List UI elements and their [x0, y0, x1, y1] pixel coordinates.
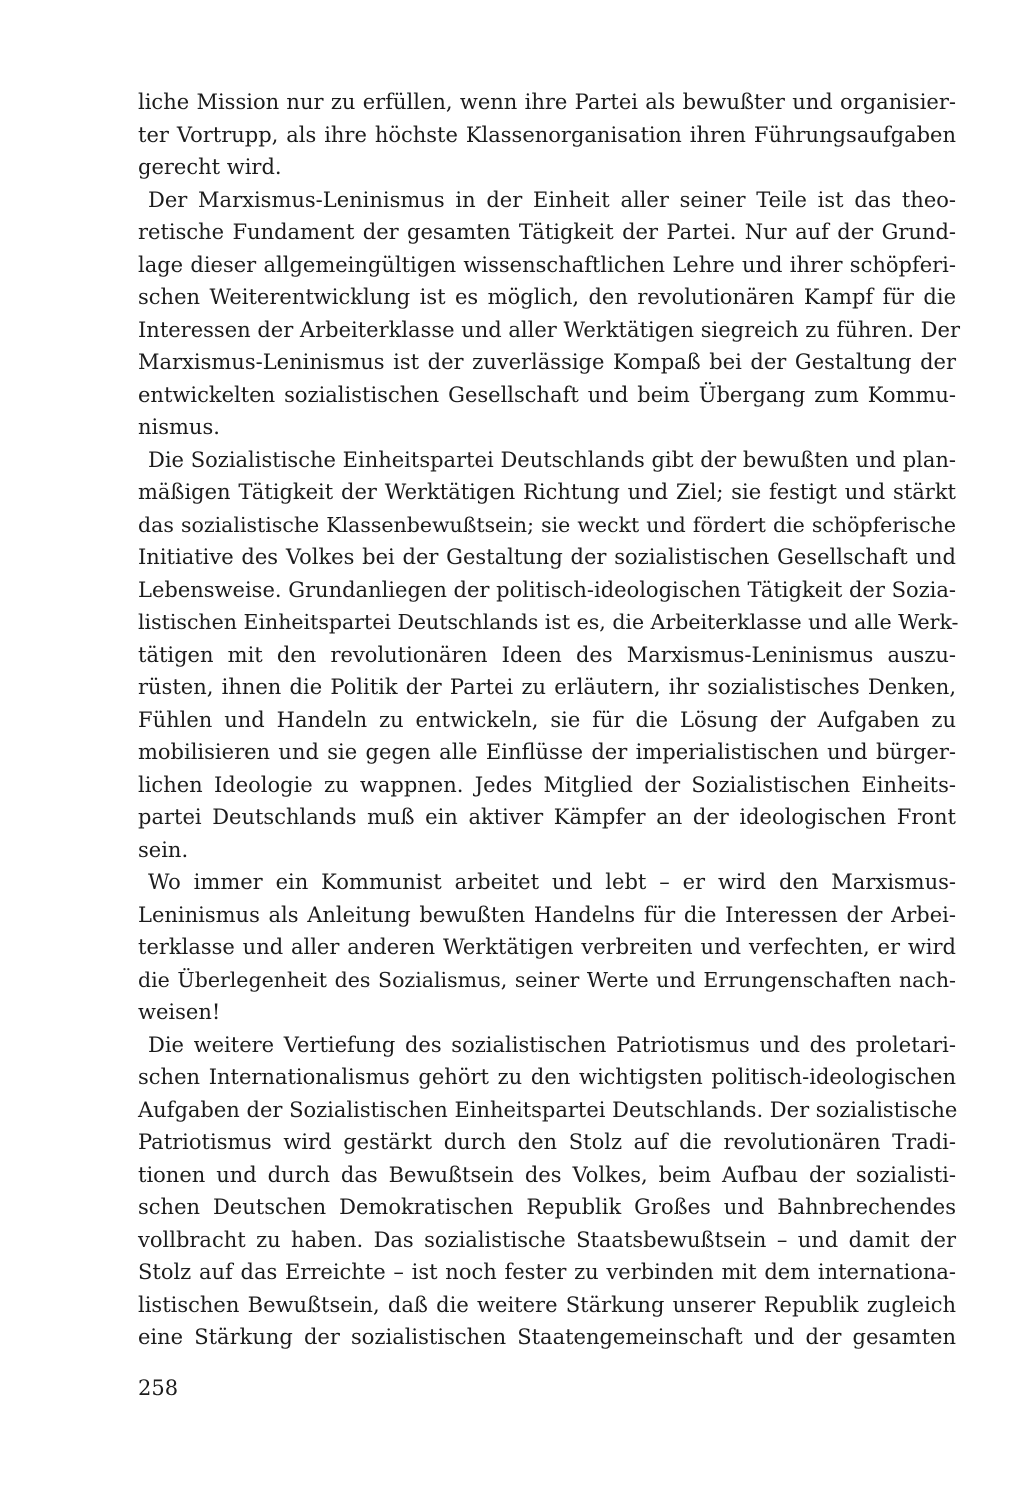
text-line: partei Deutschlands muß ein aktiver Kämpfer an der ideologischen Front [138, 805, 956, 829]
text-line: Marxismus-Leninismus ist der zuverlässige Kompaß bei der Gestaltung der [138, 350, 956, 374]
text-line: nismus. [138, 415, 220, 439]
text-line: terklasse und aller anderen Werktätigen verbreiten und verfechten, er wird [138, 935, 956, 959]
text-line: das sozialistische Klassenbewußtsein; sie weckt und fördert die schöpferische [138, 512, 956, 537]
text-line: Leninismus als Anleitung bewußten Handelns für die Interessen der Arbei- [138, 902, 956, 927]
text-line: listischen Einheitspartei Deutschlands ist es, die Arbeiterklasse und alle Werk- [138, 610, 959, 634]
text-line: Lebensweise. Grundanliegen der politisch-ideologischen Tätigkeit der Sozia- [138, 577, 956, 602]
text-line: Aufgaben der Sozialistischen Einheitspartei Deutschlands. Der sozialistische [138, 1097, 958, 1122]
body-text [138, 86, 960, 1354]
text-line: Der Marxismus-Leninismus in der Einheit aller seiner Teile ist das theo- [148, 187, 956, 212]
page-number: 258 [138, 1375, 179, 1400]
text-line: mäßigen Tätigkeit der Werktätigen Richtung und Ziel; sie festigt und stärkt [138, 480, 956, 504]
text-line: gerecht wird. [138, 155, 282, 179]
text-line: listischen Bewußtsein, daß die weitere Stärkung unserer Republik zugleich [138, 1292, 956, 1317]
text-line: retische Fundament der gesamten Tätigkeit der Partei. Nur auf der Grund- [138, 220, 956, 244]
text-line: mobilisieren und sie gegen alle Einflüsse der imperialistischen und bürger- [138, 740, 956, 764]
text-line: vollbracht zu haben. Das sozialistische Staatsbewußtsein – und damit der [138, 1227, 956, 1252]
text-line: schen Internationalismus gehört zu den wichtigsten politisch-ideologischen [138, 1065, 956, 1089]
text-line: ter Vortrupp, als ihre höchste Klassenorganisation ihren Führungsaufgaben [138, 122, 956, 147]
text-line: Wo immer ein Kommunist arbeitet und lebt – er wird den Marxismus- [148, 870, 956, 894]
text-line: die Überlegenheit des Sozialismus, seiner Werte und Errungenschaften nach- [138, 967, 956, 992]
text-line: liche Mission nur zu erfüllen, wenn ihre Partei als bewußter und organisier- [138, 90, 956, 114]
text-line: lage dieser allgemeingültigen wissenschaftlichen Lehre und ihrer schöpferi- [138, 252, 956, 277]
text-line: Stolz auf das Erreichte – ist noch fester zu verbinden mit dem internationa- [138, 1260, 956, 1284]
text-line: sein. [138, 837, 189, 862]
text-line: eine Stärkung der sozialistischen Staatengemeinschaft und der gesamten [138, 1325, 956, 1349]
text-line: weisen! [138, 1000, 221, 1024]
text-line: Die Sozialistische Einheitspartei Deutschlands gibt der bewußten und plan- [148, 447, 956, 472]
text-line: lichen Ideologie zu wappnen. Jedes Mitglied der Sozialistischen Einheits- [138, 772, 956, 797]
text-line: entwickelten sozialistischen Gesellschaft und beim Übergang zum Kommu- [138, 382, 956, 407]
text-line: tionen und durch das Bewußtsein des Volkes, beim Aufbau der sozialisti- [138, 1162, 956, 1187]
text-line: schen Weiterentwicklung ist es möglich, den revolutionären Kampf für die [138, 285, 956, 309]
text-line: Interessen der Arbeiterklasse und aller Werktätigen siegreich zu führen. Der [138, 317, 960, 342]
text-line: Patriotismus wird gestärkt durch den Stolz auf die revolutionären Tradi- [138, 1130, 956, 1154]
text-line: Fühlen und Handeln zu entwickeln, sie für die Lösung der Aufgaben zu [138, 707, 956, 732]
text-line: rüsten, ihnen die Politik der Partei zu erläutern, ihr sozialistisches Denken, [138, 675, 956, 699]
text-line: schen Deutschen Demokratischen Republik Großes und Bahnbrechendes [138, 1195, 956, 1219]
text-line: Die weitere Vertiefung des sozialistischen Patriotismus und des proletari- [148, 1032, 956, 1057]
text-line: Initiative des Volkes bei der Gestaltung der sozialistischen Gesellschaft und [138, 545, 956, 569]
text-line: tätigen mit den revolutionären Ideen des Marxismus-Leninismus auszu- [138, 642, 956, 667]
